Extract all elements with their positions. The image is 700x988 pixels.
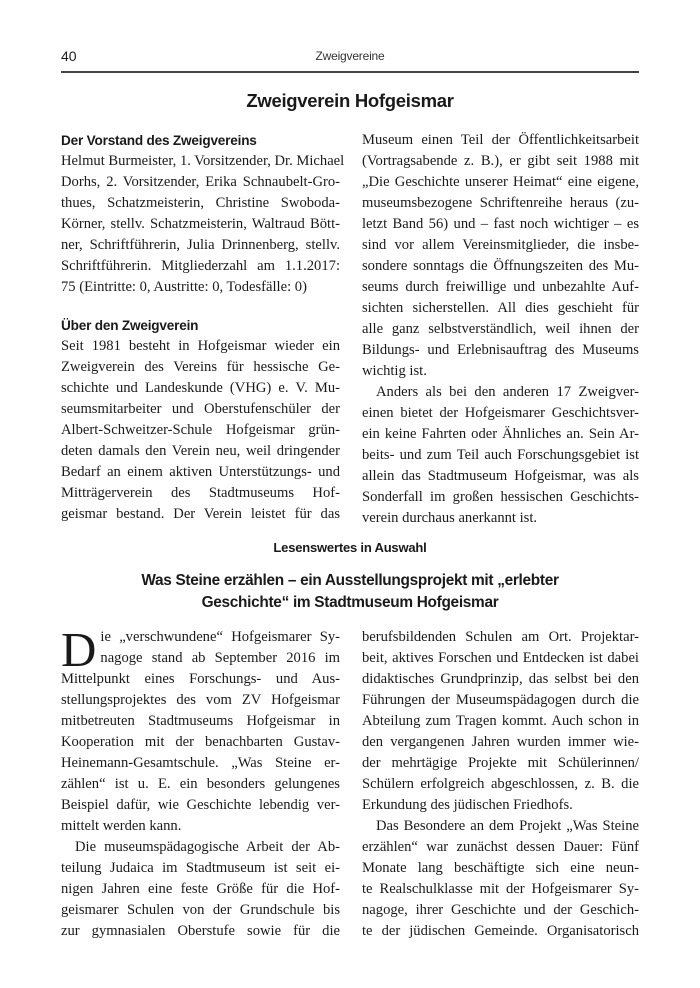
running-title: Zweigvereine (315, 49, 385, 63)
text-line: (Vortragsabende z. B.), er gibt seit 1988 mit (362, 153, 639, 169)
text-line: Zweigverein des Vereins für hessische Ge- (61, 359, 340, 375)
museumspaedagogik-paragraph (61, 837, 340, 942)
text-line: den vergangenen Jahren wurden immer wie- (362, 734, 639, 750)
article-title-line: Geschichte“ im Stadtmuseum Hofgeismar (201, 594, 499, 611)
text-line: te der jüdischen Gemeinde. Organisatorisch (362, 923, 639, 939)
text-line: sondere sonntags die Öffnungszeiten des Mu- (362, 258, 639, 274)
text-line: Erkundung des jüdischen Friedhofs. (362, 797, 573, 813)
article-title-line: Was Steine erzählen – ein Ausstellungsprojekt mit „erlebter (141, 572, 559, 589)
text-line: teilung Judaica im Stadtmuseum ist seit ei- (61, 860, 340, 876)
schulen-paragraph (362, 627, 639, 816)
text-line: wichtig ist. (362, 363, 427, 379)
text-line: Seit 1981 besteht in Hofgeismar wieder ein (61, 338, 340, 354)
ueber-paragraph (61, 336, 340, 525)
text-line: Anders als bei den anderen 17 Zweigver- (376, 384, 639, 400)
text-line: nigen Jahren eine feste Größe für die Hof- (61, 881, 340, 897)
text-line: „Die Geschichte unserer Heimat“ eine eigene, (362, 174, 639, 190)
text-line: ie „verschwundene“ Hofgeismarer Sy- (100, 629, 340, 645)
text-line: allein das Stadtmuseum Hofgeismar, was als (362, 468, 639, 484)
text-line: einen bietet der Hofgeismarer Geschichtsver- (362, 405, 639, 421)
text-line: Mitträgerverein des Stadtmuseums Hof- (61, 485, 340, 501)
page-number: 40 (61, 48, 77, 64)
text-line: Sonderfall im großen hessischen Geschichts- (362, 489, 639, 505)
text-line: Das Besondere an dem Projekt „Was Steine (376, 818, 639, 834)
text-line: mitbetreuten Stadtmuseums Hofgeismar in (61, 713, 340, 729)
text-line: Die museumspädagogische Arbeit der Ab- (75, 839, 340, 855)
text-line: geismarer Schulen von der Grundschule bis (61, 902, 340, 918)
text-line: didaktisches Grundprinzip, das selbst bei den (362, 671, 639, 687)
text-line: Körner, stellv. Schatzmeisterin, Waltraud Bött- (61, 216, 340, 232)
text-line: Mittelpunkt eines Forschungs- und Aus- (61, 671, 340, 687)
text-line: zählen“ ist u. E. ein besonders gelungenes (61, 776, 340, 792)
text-line: seumsmitarbeiter und Oberstufenschüler der (61, 401, 340, 417)
right-column-lower (362, 627, 639, 942)
text-line: Museum einen Teil der Öffentlichkeitsarbeit (362, 132, 639, 148)
text-line: erzählen“ war zunächst dessen Dauer: Fünf (362, 839, 639, 855)
text-line: nagoge stand ab September 2016 im (100, 650, 340, 666)
drop-cap: D (61, 622, 97, 677)
section-label: Lesenswertes in Auswahl (273, 540, 427, 555)
ueber-heading: Über den Zweigverein (61, 318, 199, 333)
right-column-upper (362, 130, 639, 529)
text-line: Schülern erfolgreich abgeschlossen, z. B. die (362, 776, 639, 792)
text-line: beit, aktives Forschen und Entdecken ist dabei (362, 650, 639, 666)
text-line: berufsbildenden Schulen am Ort. Projektar- (362, 629, 639, 645)
text-line: Abteilung zum Tragen kommt. Auch schon in (362, 713, 639, 729)
anders-paragraph (362, 382, 639, 529)
text-line: sichten sicherstellen. All dies geschieht für (362, 300, 639, 316)
vorstand-paragraph (61, 151, 345, 298)
page-title: Zweigverein Hofgeismar (246, 90, 454, 111)
besondere-paragraph (362, 816, 639, 942)
header-rule (61, 71, 639, 73)
text-line: 75 (Eintritte: 0, Austritte: 0, Todesfälle: 0) (61, 279, 307, 295)
article-intro-paragraph (61, 622, 340, 837)
text-line: nagoge, ihrer Geschichte und der Geschich- (362, 902, 639, 918)
text-line: Bedarf an einem aktiven Unterstützungs- und (61, 464, 340, 480)
text-line: Schriftführerin. Mitgliederzahl am 1.1.2017: (61, 258, 340, 274)
running-header (61, 48, 639, 68)
text-line: beits- und zum Teil auch Forschungsgebiet ist (362, 447, 639, 463)
left-column-lower (61, 622, 340, 942)
text-line: alle ganz selbstverständlich, weil ihnen der (362, 321, 639, 337)
text-line: geismar bestand. Der Verein leistet für das (61, 506, 340, 522)
text-line: thues, Schatzmeisterin, Christine Swoboda- (61, 195, 340, 211)
text-line: Führungen der Museumspädagogen durch die (362, 692, 639, 708)
text-line: schichte und Landeskunde (VHG) e. V. Mu- (61, 380, 340, 396)
text-line: Monate lang beschäftigte sich eine neun- (362, 860, 639, 876)
text-line: verein durchaus anerkannt ist. (362, 510, 538, 526)
text-line: museumsbezogene Schriftenreihe heraus (zu- (362, 195, 639, 211)
text-line: Helmut Burmeister, 1. Vorsitzender, Dr. Michael (61, 153, 345, 169)
text-line: mittelt werden kann. (61, 818, 182, 834)
text-line: zur gymnasialen Oberstufe sowie für die (61, 923, 340, 939)
text-line: seums durch freiwillige und unbezahlte Auf- (362, 279, 639, 295)
text-line: Kooperation mit der benachbarten Gustav- (61, 734, 340, 750)
text-line: Beispiel dafür, wie Geschichte lebendig ver- (61, 797, 340, 813)
museum-paragraph (362, 130, 639, 382)
text-line: der mehrtägige Projekte mit Schülerinnen/ (362, 755, 639, 771)
article-title (61, 570, 639, 614)
text-line: Albert-Schweitzer-Schule Hofgeismar grün- (61, 422, 340, 438)
text-line: deten damals den Verein neu, weil dringender (61, 443, 340, 459)
text-line: stellungsprojektes des vom ZV Hofgeismar (61, 692, 340, 708)
text-line: letzt Band 56) und – fast noch wichtiger – es (362, 216, 639, 232)
text-line: ner, Schriftführerin, Julia Drinnenberg, stellv. (61, 237, 340, 253)
text-line: Dorhs, 2. Vorsitzender, Erika Schnaubelt-Gro- (61, 174, 340, 190)
text-line: sind vor allem Vereinsmitglieder, die insbe- (362, 237, 639, 253)
left-column-upper (61, 131, 345, 525)
text-line: te Realschulklasse mit der Hofgeismarer Sy- (362, 881, 639, 897)
text-line: Heinemann-Gesamtschule. „Was Steine er- (61, 755, 340, 771)
vorstand-heading: Der Vorstand des Zweigvereins (61, 133, 257, 148)
text-line: Bildungs- und Erlebnisauftrag des Museums (362, 342, 639, 358)
text-line: ein keine Fahrten oder Ähnliches an. Sein Ar- (362, 426, 639, 442)
